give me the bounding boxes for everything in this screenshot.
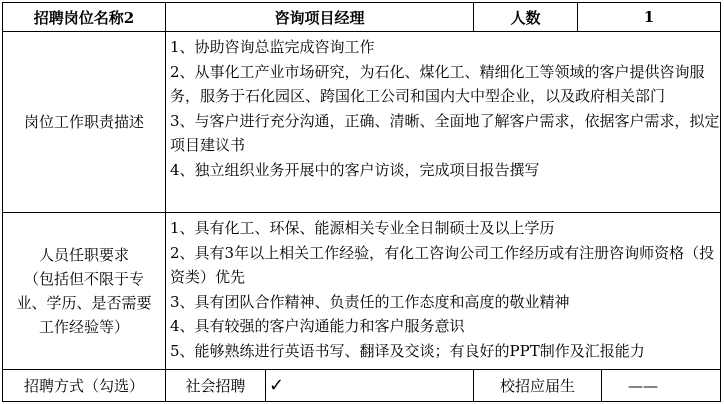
requirements-label-line-3: 业、学历、是否需要: [16, 294, 152, 312]
campus-recruit-label: 校招应届生: [473, 369, 602, 402]
headcount-label: 人数: [473, 2, 578, 32]
requirement-item-2: 2、具有3年以上相关工作经验，有化工咨询公司工作经历或有注册咨询师资格（投资类）优先: [170, 243, 715, 286]
requirements-list: [165, 212, 721, 370]
requirements-label-line-1: 人员任职要求: [38, 246, 129, 264]
duty-item-3: 3、与客户进行充分沟通，正确、清晰、全面地了解客户需求，依据客户需求，拟定项目建议书: [170, 111, 720, 154]
duties-list: [165, 31, 721, 213]
job-posting-table: [2, 2, 721, 402]
position-name-value: 咨询项目经理: [165, 2, 474, 32]
recruit-method-label: 招聘方式（勾选）: [2, 369, 166, 402]
position-name-label: 招聘岗位名称2: [2, 2, 166, 32]
social-recruit-label: 社会招聘: [165, 369, 266, 402]
requirement-item-1: 1、具有化工、环保、能源相关专业全日制硕士及以上学历: [170, 219, 555, 237]
duty-item-2: 2、从事化工产业市场研究，为石化、煤化工、精细化工等领域的客户提供咨询服务，服务于石化园区、跨国化工公司和国内大中型企业，以及政府相关部门: [170, 62, 705, 105]
requirement-item-4: 4、具有较强的客户沟通能力和客户服务意识: [170, 317, 465, 335]
duty-item-4: 4、独立组织业务开展中的客户访谈，完成项目报告撰写: [170, 160, 540, 179]
duties-label: 岗位工作职责描述: [2, 31, 166, 213]
headcount-value: 1: [577, 2, 721, 32]
social-recruit-checkbox[interactable]: ✓: [265, 369, 474, 402]
campus-recruit-checkbox[interactable]: ——: [601, 369, 721, 402]
requirements-label: [2, 212, 166, 370]
requirements-label-line-4: 工作经验等）: [38, 318, 129, 336]
duty-item-1: 1、协助咨询总监完成咨询工作: [170, 38, 375, 56]
requirements-label-line-2: （包括但不限于专: [23, 270, 144, 288]
requirement-item-5: 5、能够熟练进行英语书写、翻译及交谈；有良好的PPT制作及汇报能力: [170, 341, 645, 360]
requirement-item-3: 3、具有团队合作精神、负责任的工作态度和高度的敬业精神: [170, 292, 570, 311]
